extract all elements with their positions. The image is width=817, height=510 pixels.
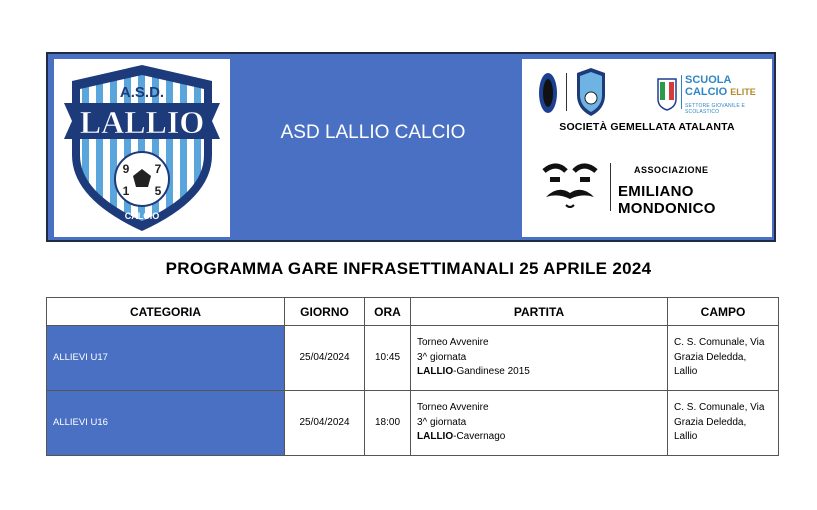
cell-partita — [411, 391, 668, 456]
figc-shield-icon — [656, 77, 678, 111]
partita-giornata: 3^ giornata — [417, 351, 467, 363]
partner-logos-panel — [522, 59, 772, 237]
crest-asd-text: A.S.D. — [119, 84, 165, 101]
partita-giornata: 3^ giornata — [417, 416, 467, 428]
cell-giorno: 25/04/2024 — [285, 326, 365, 391]
cell-categoria: ALLIEVI U17 — [47, 326, 285, 391]
cell-campo: C. S. Comunale, Via Grazia Deledda, Lallio — [668, 391, 779, 456]
header-campo: CAMPO — [668, 298, 779, 326]
header-categoria: CATEGORIA — [47, 298, 285, 326]
header-partita: PARTITA — [411, 298, 668, 326]
scuola-calcio-elite-label — [685, 74, 769, 98]
partita-away-team: -Cavernago — [453, 431, 506, 443]
table-header-row — [47, 298, 779, 326]
atalanta-crest-icon — [538, 71, 558, 115]
logo-divider — [610, 163, 611, 211]
logo-divider — [681, 75, 682, 109]
header-giorno: GIORNO — [285, 298, 365, 326]
partita-away-team: -Gandinese 2015 — [453, 366, 530, 378]
scuola-subtitle: SETTORE GIOVANILE E SCOLASTICO — [685, 103, 746, 115]
cell-ora: 10:45 — [365, 326, 411, 391]
table-row — [47, 391, 779, 456]
associazione-label: ASSOCIAZIONE — [634, 165, 709, 175]
page-title: PROGRAMMA GARE INFRASETTIMANALI 25 APRILE 2024 — [165, 259, 652, 278]
crest-year-digit-1: 9 — [122, 162, 130, 176]
cell-categoria: ALLIEVI U16 — [47, 391, 285, 456]
cell-partita — [411, 326, 668, 391]
cell-campo: C. S. Comunale, Via Grazia Deledda, Lallio — [668, 326, 779, 391]
crest-name-text: LALLIO — [79, 104, 205, 140]
partita-torneo: Torneo Avvenire — [417, 402, 489, 414]
cell-ora: 18:00 — [365, 391, 411, 456]
header-ora: ORA — [365, 298, 411, 326]
gemellata-text: SOCIETÀ GEMELLATA ATALANTA — [559, 121, 735, 133]
crest-calcio-text: CALCIO — [124, 211, 160, 221]
scuola-line2: CALCIO — [685, 86, 728, 98]
crest-year-digit-4: 5 — [154, 184, 162, 198]
associazione-name: EMILIANO MONDONICO — [618, 183, 716, 217]
schedule-table — [46, 297, 779, 456]
mondonico-face-icon — [540, 159, 600, 211]
cell-giorno: 25/04/2024 — [285, 391, 365, 456]
lallio-small-crest-icon — [574, 67, 608, 117]
partita-torneo: Torneo Avvenire — [417, 337, 489, 349]
table-row — [47, 326, 779, 391]
crest-year-digit-3: 1 — [122, 184, 130, 198]
lallio-crest-logo — [54, 59, 230, 237]
club-crest-panel — [54, 59, 230, 237]
partita-match — [417, 365, 661, 380]
scuola-elite: ELITE — [730, 87, 756, 97]
partita-home-team: LALLIO — [417, 431, 454, 443]
partita-home-team: LALLIO — [417, 366, 454, 378]
crest-year-digit-2: 7 — [154, 162, 162, 176]
club-title: ASD LALLIO CALCIO — [280, 122, 466, 143]
logo-divider — [566, 73, 567, 111]
scuola-line1: SCUOLA — [685, 74, 732, 86]
header-banner — [46, 52, 776, 242]
partita-match — [417, 430, 661, 445]
